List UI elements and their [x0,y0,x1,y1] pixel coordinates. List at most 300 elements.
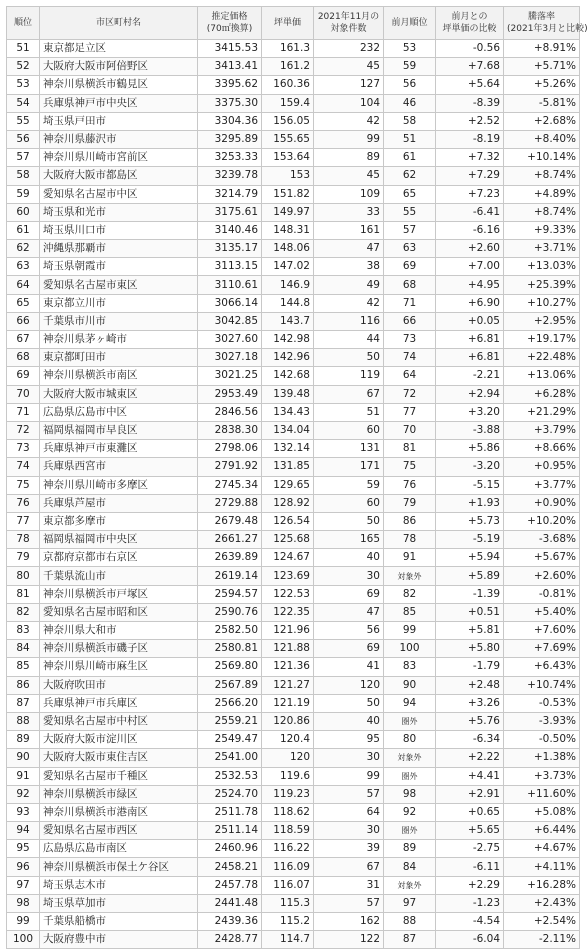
cell-compare: -8.39 [436,94,504,112]
table-body [7,40,580,949]
cell-prev-rank: 100 [384,640,436,658]
cell-price: 2679.48 [198,512,262,530]
cell-rate: +7.69% [504,640,580,658]
cell-tsubo: 134.04 [262,421,314,439]
cell-tsubo: 139.48 [262,385,314,403]
cell-count: 122 [314,931,384,949]
table-row [7,603,580,621]
cell-compare: +5.73 [436,512,504,530]
cell-tsubo: 153.64 [262,149,314,167]
cell-count: 59 [314,476,384,494]
cell-rate: +4.67% [504,840,580,858]
header-price [198,7,262,40]
cell-name: 埼玉県朝霞市 [40,258,198,276]
table-row [7,130,580,148]
cell-tsubo: 122.53 [262,585,314,603]
cell-rank: 76 [7,494,40,512]
table-row [7,385,580,403]
cell-rate: +21.29% [504,403,580,421]
cell-rate: +6.28% [504,385,580,403]
cell-price: 2428.77 [198,931,262,949]
cell-rank: 68 [7,349,40,367]
cell-rate: +5.67% [504,549,580,567]
cell-compare: +2.52 [436,112,504,130]
cell-name: 大阪府大阪市東住吉区 [40,749,198,767]
table-row [7,694,580,712]
cell-rate: -0.50% [504,731,580,749]
cell-price: 3253.33 [198,149,262,167]
table-row [7,567,580,585]
cell-rank: 60 [7,203,40,221]
cell-count: 104 [314,94,384,112]
cell-rate: +5.71% [504,58,580,76]
cell-prev-rank: 85 [384,603,436,621]
cell-rank: 69 [7,367,40,385]
cell-price: 2511.78 [198,803,262,821]
cell-price: 3295.89 [198,130,262,148]
cell-count: 60 [314,494,384,512]
header-rate-line1: 騰落率 [527,12,555,22]
cell-rate: +10.20% [504,512,580,530]
cell-rank: 91 [7,767,40,785]
cell-price: 2441.48 [198,894,262,912]
cell-prev-rank: 90 [384,676,436,694]
cell-price: 3113.15 [198,258,262,276]
cell-name: 大阪府大阪市阿倍野区 [40,58,198,76]
cell-rank: 65 [7,294,40,312]
cell-compare: -2.21 [436,367,504,385]
cell-compare: +2.29 [436,876,504,894]
cell-compare: +2.48 [436,676,504,694]
cell-rank: 78 [7,531,40,549]
cell-tsubo: 160.36 [262,76,314,94]
cell-count: 33 [314,203,384,221]
cell-price: 2524.70 [198,785,262,803]
cell-rate: +16.28% [504,876,580,894]
table-row [7,494,580,512]
cell-tsubo: 142.68 [262,367,314,385]
cell-price: 3304.36 [198,112,262,130]
cell-name: 愛知県名古屋市千種区 [40,767,198,785]
cell-price: 2532.53 [198,767,262,785]
cell-rate: +2.60% [504,567,580,585]
cell-compare: +0.05 [436,312,504,330]
cell-count: 47 [314,240,384,258]
cell-compare: -1.39 [436,585,504,603]
cell-compare: +3.20 [436,403,504,421]
cell-name: 東京都足立区 [40,40,198,58]
cell-rank: 96 [7,858,40,876]
table-row [7,40,580,58]
cell-price: 2541.00 [198,749,262,767]
header-name: 市区町村名 [40,7,198,40]
header-cmp [436,7,504,40]
cell-tsubo: 134.43 [262,403,314,421]
cell-price: 2639.89 [198,549,262,567]
cell-count: 69 [314,640,384,658]
cell-rank: 70 [7,385,40,403]
cell-tsubo: 123.69 [262,567,314,585]
cell-price: 2661.27 [198,531,262,549]
cell-name: 愛知県名古屋市東区 [40,276,198,294]
cell-tsubo: 146.9 [262,276,314,294]
cell-count: 127 [314,76,384,94]
table-row [7,312,580,330]
cell-prev-rank: 73 [384,331,436,349]
table-row [7,221,580,239]
cell-prev-rank: 61 [384,149,436,167]
table-row [7,331,580,349]
cell-tsubo: 116.07 [262,876,314,894]
cell-rate: +9.33% [504,221,580,239]
cell-count: 30 [314,567,384,585]
cell-count: 50 [314,694,384,712]
cell-name: 福岡県福岡市中央区 [40,531,198,549]
cell-rank: 66 [7,312,40,330]
cell-name: 福岡県福岡市早良区 [40,421,198,439]
cell-count: 42 [314,112,384,130]
cell-price: 2590.76 [198,603,262,621]
cell-name: 埼玉県志木市 [40,876,198,894]
cell-compare: -1.79 [436,658,504,676]
cell-name: 東京都立川市 [40,294,198,312]
cell-name: 大阪府豊中市 [40,931,198,949]
cell-name: 兵庫県神戸市兵庫区 [40,694,198,712]
cell-compare: +0.65 [436,803,504,821]
cell-count: 99 [314,130,384,148]
cell-prev-rank: 56 [384,76,436,94]
cell-compare: +7.68 [436,58,504,76]
cell-name: 埼玉県川口市 [40,221,198,239]
cell-price: 2549.47 [198,731,262,749]
table-row [7,367,580,385]
cell-rank: 75 [7,476,40,494]
cell-name: 神奈川県横浜市戸塚区 [40,585,198,603]
cell-name: 神奈川県川崎市多摩区 [40,476,198,494]
cell-count: 161 [314,221,384,239]
cell-prev-rank: 83 [384,658,436,676]
cell-rate: +6.44% [504,822,580,840]
cell-rank: 80 [7,567,40,585]
cell-price: 2582.50 [198,622,262,640]
cell-rank: 56 [7,130,40,148]
cell-rank: 86 [7,676,40,694]
cell-price: 2439.36 [198,913,262,931]
cell-tsubo: 159.4 [262,94,314,112]
cell-price: 3375.30 [198,94,262,112]
table-row [7,858,580,876]
cell-tsubo: 118.59 [262,822,314,840]
header-price-line2: (70㎡換算) [206,24,253,34]
cell-rank: 97 [7,876,40,894]
cell-rate: -2.11% [504,931,580,949]
cell-tsubo: 118.62 [262,803,314,821]
cell-prev-rank: 53 [384,40,436,58]
cell-name: 大阪府大阪市城東区 [40,385,198,403]
cell-rank: 98 [7,894,40,912]
cell-price: 3027.60 [198,331,262,349]
cell-price: 2729.88 [198,494,262,512]
cell-count: 162 [314,913,384,931]
cell-name: 兵庫県西宮市 [40,458,198,476]
cell-compare: +5.81 [436,622,504,640]
cell-price: 3214.79 [198,185,262,203]
cell-count: 50 [314,512,384,530]
cell-price: 3413.41 [198,58,262,76]
cell-rank: 62 [7,240,40,258]
table-row [7,185,580,203]
table-row [7,640,580,658]
cell-rate: +0.95% [504,458,580,476]
cell-prev-rank: 対象外 [384,567,436,585]
cell-tsubo: 131.85 [262,458,314,476]
cell-tsubo: 114.7 [262,931,314,949]
cell-rate: +10.27% [504,294,580,312]
cell-rank: 95 [7,840,40,858]
cell-rate: +0.90% [504,494,580,512]
cell-rank: 58 [7,167,40,185]
table-row [7,822,580,840]
header-tsubo: 坪単価 [262,7,314,40]
cell-rank: 92 [7,785,40,803]
cell-compare: +5.65 [436,822,504,840]
cell-compare: +5.80 [436,640,504,658]
cell-prev-rank: 77 [384,403,436,421]
cell-tsubo: 151.82 [262,185,314,203]
cell-rank: 57 [7,149,40,167]
header-count-line1: 2021年11月の [317,12,380,22]
cell-prev-rank: 55 [384,203,436,221]
header-price-line1: 推定価格 [211,12,248,22]
cell-prev-rank: 圏外 [384,822,436,840]
cell-rank: 52 [7,58,40,76]
cell-tsubo: 121.19 [262,694,314,712]
cell-count: 40 [314,712,384,730]
cell-count: 30 [314,822,384,840]
cell-tsubo: 121.96 [262,622,314,640]
cell-rate: +2.68% [504,112,580,130]
table-header [7,7,588,40]
cell-name: 愛知県名古屋市中区 [40,185,198,203]
cell-rate: +8.74% [504,167,580,185]
cell-compare: +3.26 [436,694,504,712]
cell-compare: -6.16 [436,221,504,239]
cell-compare: +7.29 [436,167,504,185]
header-rate [504,7,588,40]
cell-count: 116 [314,312,384,330]
cell-compare: -6.04 [436,931,504,949]
cell-price: 2566.20 [198,694,262,712]
cell-rank: 82 [7,603,40,621]
cell-rate: +8.91% [504,40,580,58]
cell-rate: +8.66% [504,440,580,458]
cell-tsubo: 116.09 [262,858,314,876]
table-row [7,712,580,730]
cell-rank: 85 [7,658,40,676]
cell-price: 3239.78 [198,167,262,185]
cell-count: 44 [314,331,384,349]
cell-rate: +7.60% [504,622,580,640]
cell-count: 45 [314,167,384,185]
cell-name: 神奈川県川崎市宮前区 [40,149,198,167]
cell-price: 2594.57 [198,585,262,603]
table-row [7,731,580,749]
cell-name: 千葉県流山市 [40,567,198,585]
cell-price: 3175.61 [198,203,262,221]
cell-prev-rank: 97 [384,894,436,912]
cell-prev-rank: 86 [384,512,436,530]
cell-count: 38 [314,258,384,276]
cell-rate: +3.77% [504,476,580,494]
cell-count: 109 [314,185,384,203]
table-row [7,803,580,821]
cell-compare: +2.60 [436,240,504,258]
cell-name: 埼玉県戸田市 [40,112,198,130]
cell-name: 兵庫県神戸市東灘区 [40,440,198,458]
cell-tsubo: 144.8 [262,294,314,312]
table-row [7,76,580,94]
cell-name: 神奈川県横浜市港南区 [40,803,198,821]
table-row [7,749,580,767]
cell-name: 神奈川県横浜市保土ケ谷区 [40,858,198,876]
cell-tsubo: 147.02 [262,258,314,276]
table-row [7,440,580,458]
cell-rank: 71 [7,403,40,421]
cell-name: 広島県広島市南区 [40,840,198,858]
cell-name: 神奈川県横浜市鶴見区 [40,76,198,94]
cell-compare: +5.64 [436,76,504,94]
cell-count: 171 [314,458,384,476]
cell-name: 神奈川県大和市 [40,622,198,640]
table-row [7,349,580,367]
cell-name: 兵庫県神戸市中央区 [40,94,198,112]
cell-compare: +2.94 [436,385,504,403]
cell-count: 165 [314,531,384,549]
cell-price: 2458.21 [198,858,262,876]
table-row [7,167,580,185]
cell-compare: +5.94 [436,549,504,567]
cell-name: 千葉県船橋市 [40,913,198,931]
table-row [7,276,580,294]
table-row [7,421,580,439]
table-row [7,294,580,312]
cell-price: 3110.61 [198,276,262,294]
cell-count: 40 [314,549,384,567]
cell-compare: +5.76 [436,712,504,730]
cell-tsubo: 132.14 [262,440,314,458]
cell-prev-rank: 63 [384,240,436,258]
cell-prev-rank: 58 [384,112,436,130]
cell-name: 神奈川県川崎市麻生区 [40,658,198,676]
cell-compare: +6.81 [436,349,504,367]
header-rank: 順位 [7,7,40,40]
cell-tsubo: 121.88 [262,640,314,658]
cell-prev-rank: 92 [384,803,436,821]
cell-count: 69 [314,585,384,603]
header-rate-line2: (2021年3月と比較) [507,24,588,34]
cell-tsubo: 124.67 [262,549,314,567]
cell-prev-rank: 89 [384,840,436,858]
cell-compare: +4.95 [436,276,504,294]
cell-count: 89 [314,149,384,167]
cell-prev-rank: 62 [384,167,436,185]
cell-rate: +2.54% [504,913,580,931]
table-row [7,531,580,549]
header-count-line2: 対象件数 [330,24,367,34]
cell-count: 41 [314,658,384,676]
cell-count: 57 [314,785,384,803]
cell-rank: 55 [7,112,40,130]
cell-tsubo: 161.2 [262,58,314,76]
cell-prev-rank: 68 [384,276,436,294]
cell-compare: +7.32 [436,149,504,167]
cell-name: 大阪府大阪市都島区 [40,167,198,185]
cell-rank: 88 [7,712,40,730]
cell-price: 3395.62 [198,76,262,94]
cell-name: 神奈川県藤沢市 [40,130,198,148]
cell-price: 2580.81 [198,640,262,658]
cell-compare: +5.89 [436,567,504,585]
ranking-table-container [6,6,588,949]
cell-price: 3021.25 [198,367,262,385]
cell-price: 3140.46 [198,221,262,239]
cell-rank: 59 [7,185,40,203]
cell-prev-rank: 圏外 [384,767,436,785]
cell-rate: +19.17% [504,331,580,349]
cell-prev-rank: 74 [384,349,436,367]
cell-count: 120 [314,676,384,694]
cell-tsubo: 128.92 [262,494,314,512]
table-row [7,894,580,912]
cell-price: 3042.85 [198,312,262,330]
cell-count: 45 [314,58,384,76]
cell-rank: 77 [7,512,40,530]
ranking-table [6,6,588,949]
cell-tsubo: 149.97 [262,203,314,221]
table-row [7,403,580,421]
cell-prev-rank: 圏外 [384,712,436,730]
cell-rate: +4.11% [504,858,580,876]
cell-prev-rank: 98 [384,785,436,803]
cell-tsubo: 116.22 [262,840,314,858]
cell-compare: -4.54 [436,913,504,931]
cell-rank: 83 [7,622,40,640]
cell-tsubo: 155.65 [262,130,314,148]
table-row [7,258,580,276]
cell-price: 2511.14 [198,822,262,840]
cell-compare: -6.11 [436,858,504,876]
cell-name: 愛知県名古屋市昭和区 [40,603,198,621]
cell-rate: +3.79% [504,421,580,439]
cell-rate: +11.60% [504,785,580,803]
cell-name: 千葉県市川市 [40,312,198,330]
cell-rate: -3.93% [504,712,580,730]
cell-count: 49 [314,276,384,294]
cell-rank: 99 [7,913,40,931]
cell-name: 兵庫県芦屋市 [40,494,198,512]
cell-tsubo: 119.23 [262,785,314,803]
table-row [7,149,580,167]
cell-count: 95 [314,731,384,749]
table-row [7,203,580,221]
cell-rank: 53 [7,76,40,94]
cell-count: 60 [314,421,384,439]
cell-name: 沖縄県那覇市 [40,240,198,258]
cell-rank: 67 [7,331,40,349]
header-count [314,7,384,40]
table-row [7,476,580,494]
table-row [7,622,580,640]
